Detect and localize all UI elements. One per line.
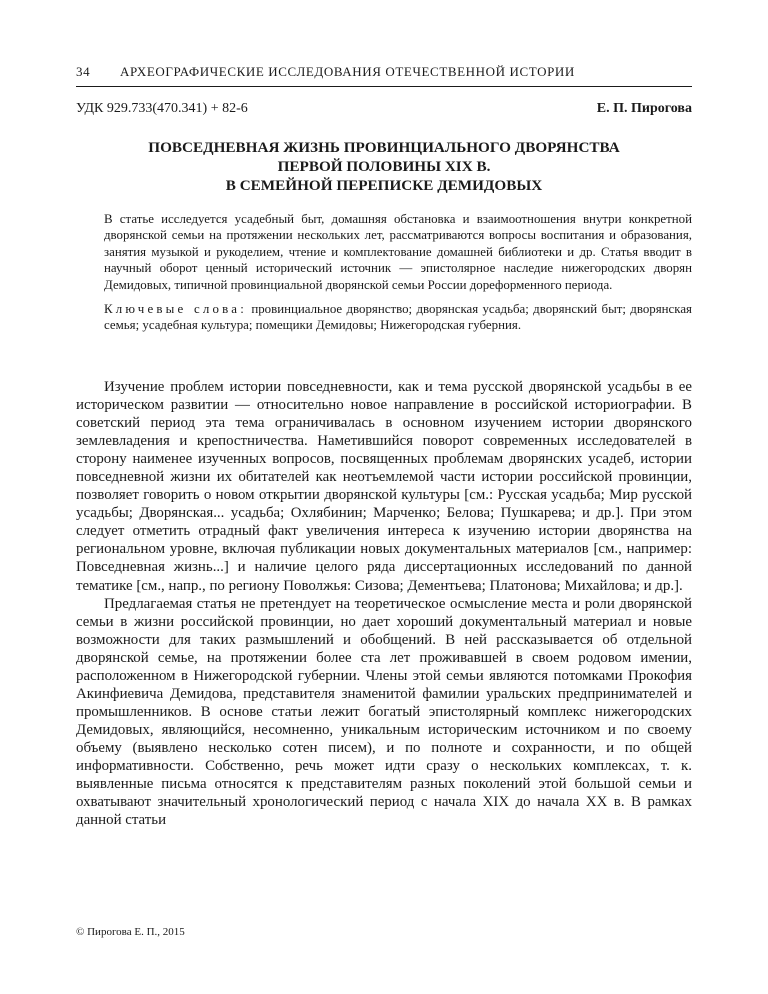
udc-code: УДК 929.733(470.341) + 82-6 bbox=[76, 101, 248, 116]
header-rule bbox=[76, 86, 692, 87]
journal-title: АРХЕОГРАФИЧЕСКИЕ ИССЛЕДОВАНИЯ ОТЕЧЕСТВЕННОЙ ИСТОРИИ bbox=[120, 64, 575, 79]
body-paragraph: Предлагаемая статья не претендует на теоретическое осмысление места и роли дворянской семьи в жизни российской провинции, но дает хороший документальный материал и новые возможности для таких размышлений и обобщений. В ней рассказывается об отдельной дворянской семье, на протяжении более ста лет проживавшей в своем родовом имении, расположенном в Нижегородской губернии. Члены этой семьи являются потомками Прокофия Акинфиевича Демидова, представителя знаменитой фамилии уральских предпринимателей и промышленников. В основе статьи лежит богатый эпистолярный комплекс нижегородских Демидовых, являющийся, несомненно, уникальным историческим источником и по своему объему (выявлено несколько сотен писем), и по полноте и сохранности, и по общей информативности. Собственно, речь может идти сразу о нескольких комплексах, т. к. выявленные письма относятся к представителям разных поколений этой большой семьи и охватывают значительный хронологический период с начала XIX до начала XX в. В рамках данной статьи bbox=[76, 595, 692, 829]
title-line: В СЕМЕЙНОЙ ПЕРЕПИСКЕ ДЕМИДОВЫХ bbox=[225, 177, 543, 194]
udc-author-line bbox=[76, 101, 692, 117]
copyright-notice: © Пирогова Е. П., 2015 bbox=[76, 926, 185, 938]
abstract-text: В статье исследуется усадебный быт, домашняя обстановка и взаимоотношения внутри конкретной дворянской семьи на протяжении нескольких лет, рассматриваются вопросы воспитания и образования, занятия музыкой и рукоделием, чтение и комплектование домашней библиотеки и др. Статья вводит в научный оборот ценный исторический источник — эпистолярное наследие нижегородских дворян Демидовых, типичной провинциальной дворянской семьи России дореформенного периода. bbox=[104, 212, 692, 292]
abstract bbox=[104, 211, 692, 334]
running-head bbox=[76, 64, 692, 80]
body-paragraph: Изучение проблем истории повседневности, как и тема русской дворянской усадьбы в ее историческом развитии — относительно новое направление в российской историографии. В советский период эта тема ограничивалась в основном изучением истории дворянского землевладения и крепостничества. Наметившийся поворот современных исследователей в сторону наименее изученных вопросов, посвященных проблемам дворянских усадеб, истории повседневной жизни их обитателей как неотъемлемой части истории российской провинции, позволяет говорить о новом открытии дворянской культуры [см.: Русская усадьба; Мир русской усадьбы; Дворянская... усадьба; Охлябинин; Марченко; Белова; Пушкарева; и др.]. При этом следует отметить отрадный факт увеличения интереса к изучению истории дворянства на региональном уровне, включая публикации новых документальных материалов [см., например: Повседневная жизнь...] и наличие целого ряда диссертационных исследований по данной тематике [см., напр., по региону Поволжья: Сизова; Дементьева; Платонова; Михайлова; и др.]. bbox=[76, 379, 692, 594]
author-name: Е. П. Пирогова bbox=[596, 101, 692, 116]
keywords-text: провинциальное дворянство; дворянская усадьба; дворянский быт; дворянская семья; усадебная культура; помещики Демидовы; Нижегородская губерния. bbox=[104, 302, 692, 333]
title-line: ПЕРВОЙ ПОЛОВИНЫ XIX В. bbox=[277, 158, 491, 175]
keywords-label: Ключевые слова: bbox=[104, 302, 247, 317]
article-body bbox=[76, 378, 692, 829]
page-number: 34 bbox=[76, 64, 91, 79]
article-title bbox=[76, 138, 692, 195]
title-line: ПОВСЕДНЕВНАЯ ЖИЗНЬ ПРОВИНЦИАЛЬНОГО ДВОРЯНСТВА bbox=[148, 139, 620, 156]
keywords bbox=[104, 301, 692, 334]
